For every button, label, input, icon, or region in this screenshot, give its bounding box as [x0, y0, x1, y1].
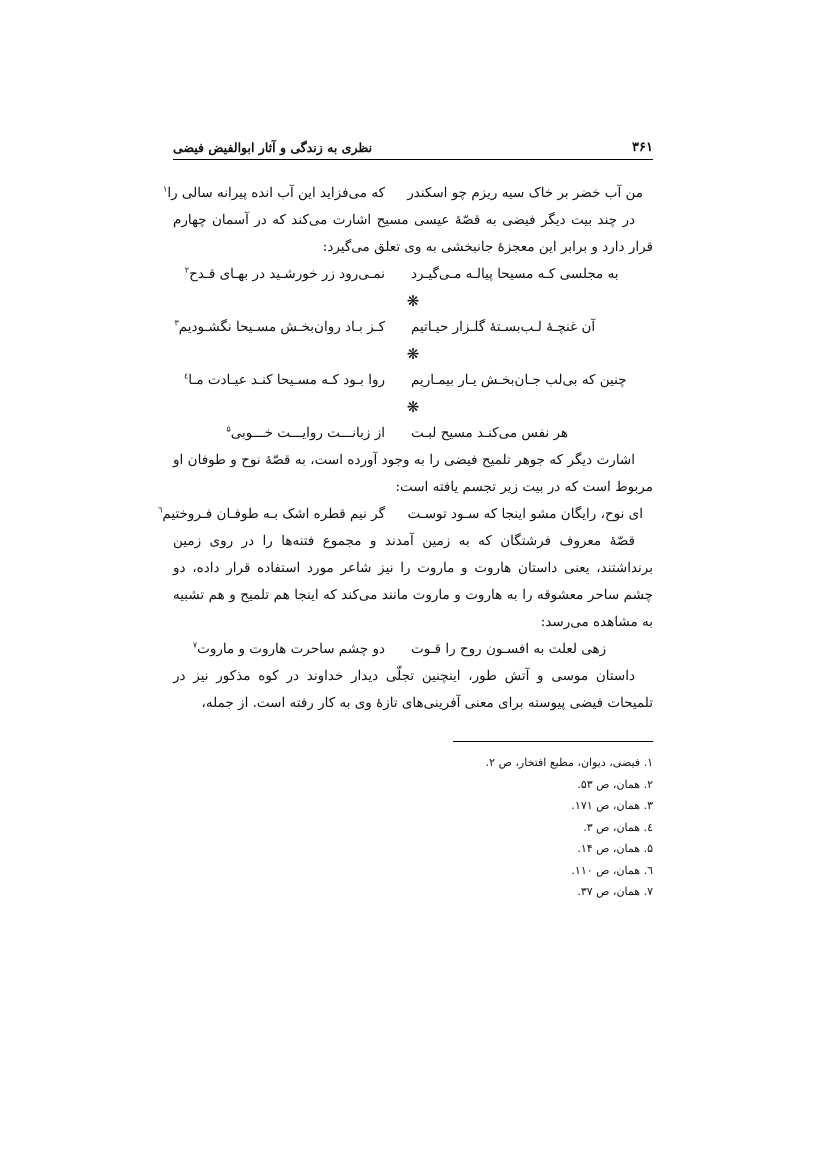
separator-asterism: ❋ — [406, 398, 420, 416]
footnote: ۳. همان، ص ۱۷۱. — [571, 799, 653, 812]
footnotes — [173, 752, 653, 903]
hemistich-second: کـز بـاد روان‌بخـش مسـیحا نگشـودیم$^۳$ — [174, 318, 385, 335]
verse-line — [163, 180, 653, 207]
hemistich-second: دو چشم ساحرت هاروت و ماروت$^۷$ — [192, 640, 385, 657]
verse-line — [173, 314, 653, 341]
footnote-marker: ۵ — [226, 424, 231, 434]
paragraph: داستان موسی و آتش طور، اینچنین تجلّی دیدار خداوند در کوه مذکور نیز در تلمیحات فیضی پیوسته برای معنی آفرینی‌های تازهٔ وی به کار رفته است. از جمله، — [173, 668, 653, 711]
hemistich-first: چنین که بی‌لب جـان‌بخـش یـار بیمـاریم — [411, 372, 627, 388]
hemistich-first: به مجلسی کـه مسیحا پیالـه مـی‌گیـرد — [411, 266, 619, 282]
hemistich-second: گر نیم قطره اشک بـه طوفـان فـروختیم$^٦$ — [158, 505, 385, 522]
running-title: نظری به زندگی و آثار ابوالفیض فیضی — [173, 140, 373, 155]
footnote-marker: ٦ — [158, 505, 163, 515]
verse-line — [173, 420, 653, 447]
footnote: ٤. همان، ص ۳. — [583, 820, 653, 834]
hemistich-second: نمـی‌رود زر خورشـید در بهـای قـدح$^۲$ — [184, 265, 385, 282]
separator-asterism: ❋ — [406, 292, 420, 310]
footnote: ۷. همان، ص ۳۷. — [577, 885, 653, 898]
paragraph: قصّهٔ معروف فرشتگان که به زمین آمدند و مجموع فتنه‌ها را در روی زمین برنداشتند، یعنی داستان هاروت و ماروت را نیز شاعر مورد استفاده قرار داده، دو چشم ساحر معشوقه را به هاروت و ماروت مانند می‌کند که اینجا هم تلمیح و هم تشبیه به مشاهده می‌رسد: — [173, 533, 653, 630]
verse-line — [173, 636, 653, 663]
hemistich-second: روا بـود کـه مسـیحا کنـد عیـادت مـا$^٤$ — [183, 371, 385, 388]
paragraph: در چند بیت دیگر فیضی به قصّهٔ عیسی مسیح اشارت می‌کند که در آسمان چهارم قرار دارد و برابر این معجزهٔ جانبخشی به وی تعلق می‌گیرد: — [173, 212, 653, 255]
page-header — [173, 140, 653, 160]
verse-line — [173, 261, 653, 288]
footnote-marker: ۲ — [184, 265, 190, 275]
verse-line — [173, 367, 653, 394]
separator-asterism: ❋ — [406, 345, 420, 363]
footnote-marker: ۱ — [163, 184, 168, 194]
hemistich-first: آن غنچـهٔ لـب‌بسـتهٔ گلـزار حیـاتیم — [411, 319, 596, 335]
footnote: ٦. همان، ص ۱۱۰. — [571, 863, 653, 877]
hemistich-second: که می‌فزاید این آب انده پیرانه سالی را$^۱$ — [163, 184, 385, 201]
footnote-separator — [453, 741, 653, 742]
hemistich-first: زهی لعلت به افسـون روح را قـوت — [411, 641, 607, 657]
book-page — [158, 140, 653, 903]
paragraph: اشارت دیگر که جوهر تلمیح فیضی را به وجود آورده است، به قصّهٔ نوح و طوفان او مربوط است که در بیت زیر تجسم یافته است: — [173, 452, 653, 495]
footnote: ۵. همان، ص ۱۴. — [577, 842, 653, 855]
footnote: ۱. فیضی، دیوان، مطبع افتخار، ص ۲. — [485, 756, 653, 769]
footnote-marker: ۷ — [192, 640, 198, 650]
footnote: ۲. همان، ص ۵۳. — [577, 777, 653, 791]
footnote-marker: ۳ — [174, 318, 179, 328]
footnote-marker: ٤ — [183, 371, 189, 381]
hemistich-first: هر نفس می‌کنـد مسیح لبـت — [411, 425, 569, 441]
hemistich-first: من آب خضر بر خاک سیه ریزم چو اسکندر — [407, 185, 643, 201]
page-number: ۳۶۱ — [632, 140, 653, 155]
hemistich-first: ای نوح، رایگان مشو اینجا که سـود توسـت — [407, 506, 643, 522]
main-text — [158, 180, 653, 717]
hemistich-second: از زبانـــت روایـــت خـــوبی$^۵$ — [226, 424, 385, 441]
verse-line — [158, 501, 653, 528]
